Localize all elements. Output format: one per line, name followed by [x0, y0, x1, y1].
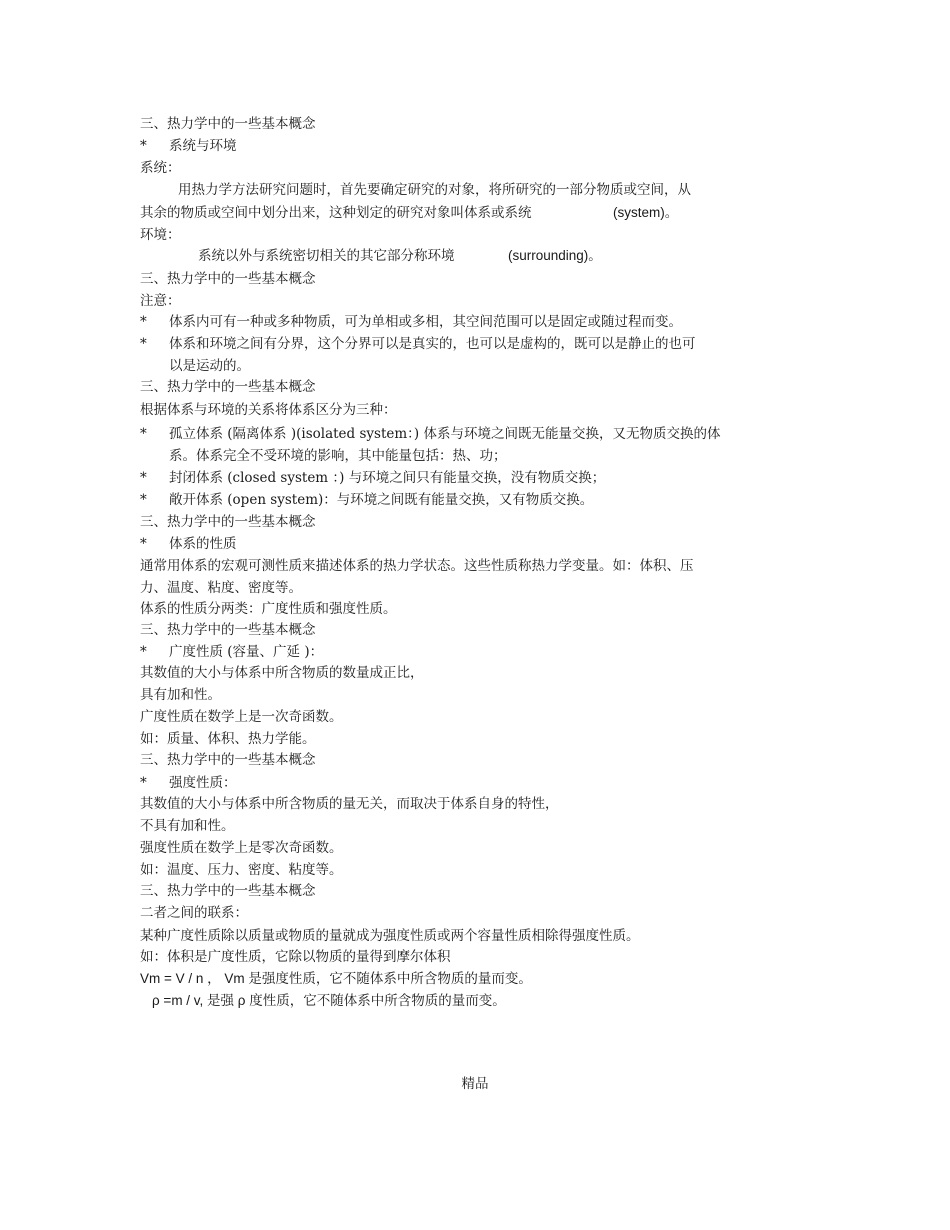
- bullet-text: 敞开体系 (open system)：与环境之间既有能量交换，又有物质交换。: [169, 492, 594, 508]
- paragraph-line: 如：质量、体积、热力学能。: [140, 731, 316, 747]
- bullet-marker: *: [140, 492, 147, 508]
- paragraph-line: 其数值的大小与体系中所含物质的量无关，而取决于体系自身的特性，: [140, 796, 559, 812]
- bullet-marker: *: [140, 336, 147, 352]
- bullet-text: 体系和环境之间有分界，这个分界可以是真实的，也可以是虚构的，既可以是静止的也可: [169, 336, 696, 352]
- paragraph-line: 通常用体系的宏观可测性质来描述体系的热力学状态。这些性质称热力学变量。如：体积、压: [140, 558, 694, 574]
- term-label: 系统：: [140, 160, 181, 176]
- bullet-item: [140, 470, 605, 486]
- bullet-marker: *: [140, 138, 147, 154]
- paragraph-text: 系统以外与系统密切相关的其它部分称环境: [198, 248, 455, 264]
- paragraph-line: 其数值的大小与体系中所含物质的数量成正比，: [140, 665, 424, 681]
- bullet-marker: *: [140, 314, 147, 330]
- bullet-item: [140, 775, 237, 791]
- formula-line: ρ =m / v, 是强 ρ 度性质，它不随体系中所含物质的量而变。: [152, 993, 506, 1008]
- bullet-continuation: 系。体系完全不受环境的影响，其中能量包括：热、功；: [169, 448, 507, 464]
- paragraph-line: 用热力学方法研究问题时，首先要确定研究的对象，将所研究的一部分物质或空间，从: [178, 182, 691, 198]
- section-heading: 三、热力学中的一些基本概念: [140, 752, 316, 768]
- bullet-item: [140, 426, 720, 442]
- bullet-text: 封闭体系 (closed system ：) 与环境之间只有能量交换，没有物质交换；: [169, 470, 606, 486]
- section-heading: 三、热力学中的一些基本概念: [140, 271, 316, 287]
- bullet-text: 孤立体系 (隔离体系 )(isolated system：) 体系与环境之间既无能量交换，又无物质交换的体: [169, 426, 721, 442]
- section-heading: 三、热力学中的一些基本概念: [140, 514, 316, 530]
- term-label: 环境：: [140, 227, 181, 243]
- term-label: 注意：: [140, 293, 181, 309]
- section-heading: 三、热力学中的一些基本概念: [140, 883, 316, 899]
- section-heading: 三、热力学中的一些基本概念: [140, 379, 316, 395]
- bullet-item: [140, 314, 682, 330]
- bullet-text: 体系的性质: [169, 536, 237, 552]
- bullet-text: 强度性质：: [169, 775, 237, 791]
- term-english: (system)。: [613, 205, 679, 220]
- paragraph-line: 二者之间的联系：: [140, 905, 248, 921]
- bullet-marker: *: [140, 426, 147, 442]
- bullet-text: 广度性质 (容量、广延 )：: [169, 644, 324, 660]
- bullet-item: [140, 492, 593, 508]
- bullet-marker: *: [140, 470, 147, 486]
- paragraph-line: 根据体系与环境的关系将体系区分为三种：: [140, 402, 397, 418]
- bullet-item: [140, 336, 696, 352]
- bullet-text: 体系内可有一种或多种物质，可为单相或多相，其空间范围可以是固定或随过程而变。: [169, 314, 682, 330]
- paragraph-line: 不具有加和性。: [140, 818, 235, 834]
- paragraph-line: 力、温度、粘度、密度等。: [140, 580, 302, 596]
- paragraph-line: 广度性质在数学上是一次奇函数。: [140, 709, 343, 725]
- bullet-marker: *: [140, 536, 147, 552]
- bullet-item: [140, 644, 323, 660]
- term-english: (surrounding)。: [508, 248, 602, 263]
- paragraph-line: 强度性质在数学上是零次奇函数。: [140, 840, 343, 856]
- paragraph-line: [140, 205, 679, 221]
- paragraph-line: [198, 248, 602, 264]
- paragraph-text: 其余的物质或空间中划分出来，这种划定的研究对象叫体系或系统: [140, 205, 532, 221]
- bullet-continuation: 以是运动的。: [169, 358, 250, 374]
- page-footer: 精品: [461, 1076, 489, 1092]
- paragraph-line: 体系的性质分两类：广度性质和强度性质。: [140, 601, 397, 617]
- bullet-marker: *: [140, 775, 147, 791]
- paragraph-line: 具有加和性。: [140, 687, 221, 703]
- section-heading: 三、热力学中的一些基本概念: [140, 622, 316, 638]
- bullet-item: [140, 536, 237, 552]
- bullet-text: 系统与环境: [169, 138, 237, 154]
- bullet-marker: *: [140, 644, 147, 660]
- paragraph-line: 如：温度、压力、密度、粘度等。: [140, 862, 343, 878]
- paragraph-line: 如：体积是广度性质，它除以物质的量得到摩尔体积: [140, 949, 451, 965]
- paragraph-line: 某种广度性质除以质量或物质的量就成为强度性质或两个容量性质相除得强度性质。: [140, 928, 640, 944]
- section-heading: 三、热力学中的一些基本概念: [140, 116, 316, 132]
- formula-line: Vm = V / n ， Vm 是强度性质，它不随体系中所含物质的量而变。: [140, 971, 532, 986]
- bullet-item: [140, 138, 237, 154]
